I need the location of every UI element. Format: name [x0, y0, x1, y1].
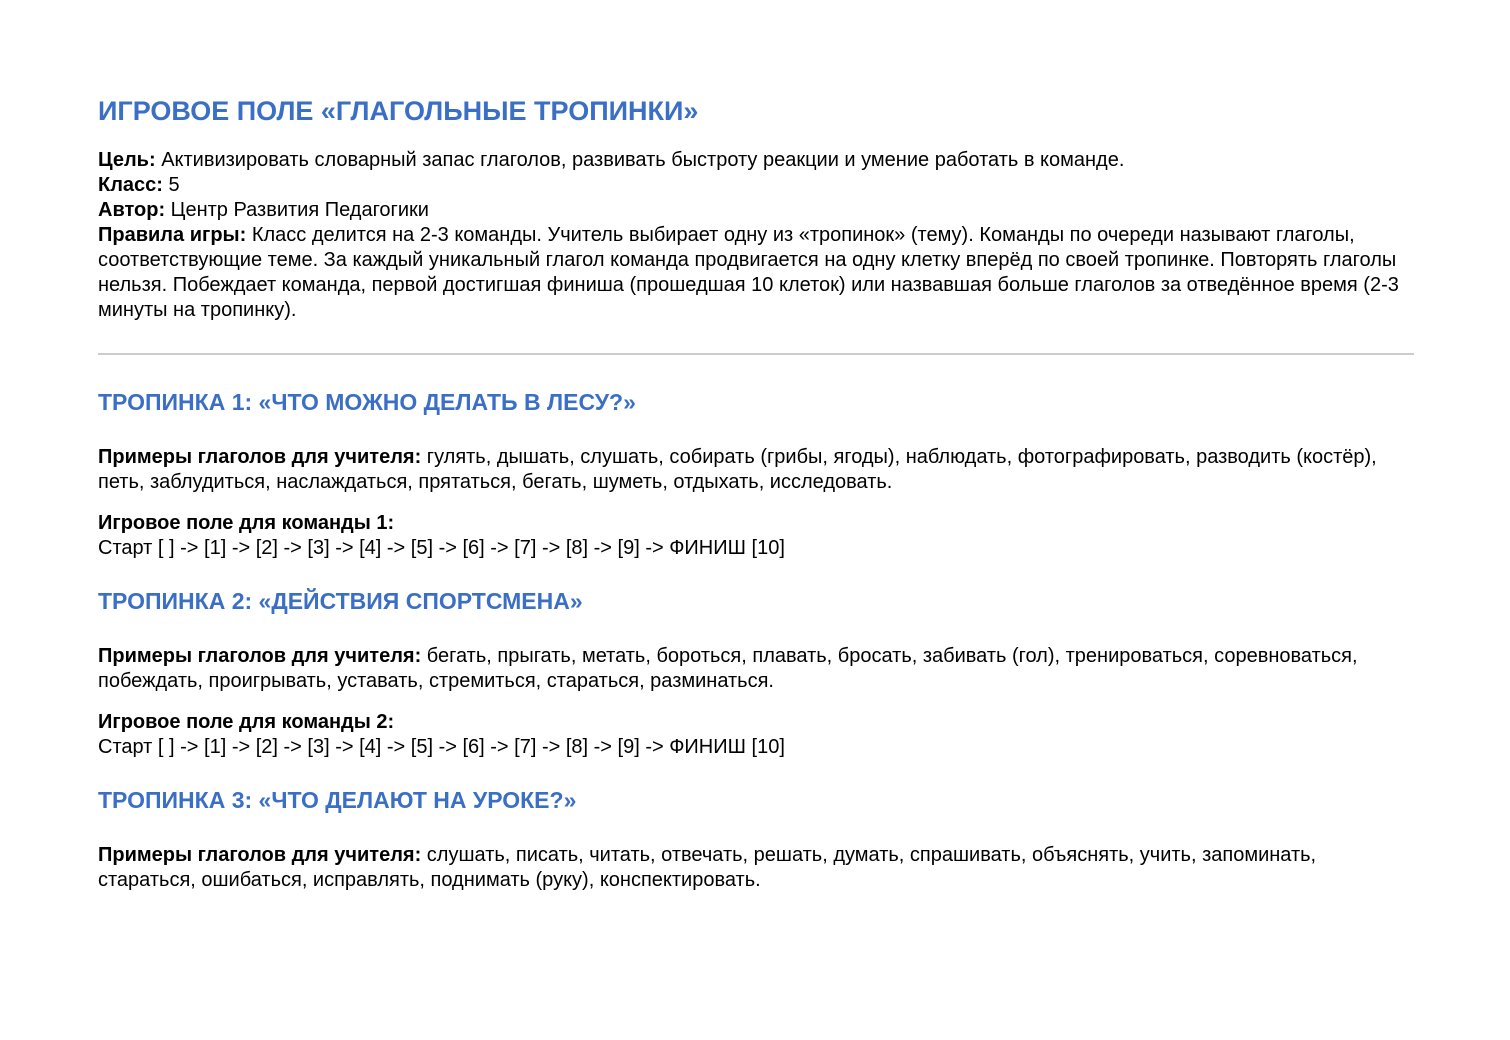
path-3-examples-text: слушать, писать, читать, отвечать, решать, думать, спрашивать, объяснять, учить, запоминать, стараться, ошибаться, исправлять, поднимать (руку), конспектировать.: [98, 844, 1317, 891]
path-3-examples: [98, 843, 1414, 893]
path-3-examples-label: Примеры глаголов для учителя:: [98, 844, 422, 866]
document-title: ИГРОВОЕ ПОЛЕ «ГЛАГОЛЬНЫЕ ТРОПИНКИ»: [98, 96, 699, 126]
path-1-board-label: Игровое поле для команды 1:: [98, 512, 395, 534]
document-meta: [98, 148, 1414, 323]
path-1-examples-text: гулять, дышать, слушать, собирать (грибы, ягоды), наблюдать, фотографировать, разводить (костёр), петь, заблудиться, наслаждаться, прятаться, бегать, шуметь, отдыхать, исследовать.: [98, 446, 1377, 493]
path-2-examples-label: Примеры глаголов для учителя:: [98, 645, 422, 667]
path-2-section: [98, 584, 1414, 760]
path-1-section: [98, 385, 1414, 561]
grade-text: 5: [162, 174, 180, 196]
path-2-board-label: Игровое поле для команды 2:: [98, 711, 395, 733]
grade-label: Класс:: [98, 174, 163, 196]
path-1-board-line: Старт [ ] -> [1] -> [2] -> [3] -> [4] -> [5] -> [6] -> [7] -> [8] -> [9] -> ФИНИШ [10]: [98, 537, 785, 559]
author-line: [98, 198, 1414, 223]
rules-text: Класс делится на 2-3 команды. Учитель выбирает одну из «тропинок» (тему). Команды по очереди называют глаголы, соответствующие теме. За каждый уникальный глагол команда продвигается на одну клетку вперёд по своей тропинке. Повторять глаголы нельзя. Побеждает команда, первой достигшая финиша (прошедшая 10 клеток) или назвавшая больше глаголов за отведённое время (2-3 минуты на тропинку).: [98, 224, 1399, 321]
document-page: [98, 92, 1414, 893]
path-1-title: ТРОПИНКА 1: «ЧТО МОЖНО ДЕЛАТЬ В ЛЕСУ?»: [98, 389, 636, 415]
path-3-title: ТРОПИНКА 3: «ЧТО ДЕЛАЮТ НА УРОКЕ?»: [98, 787, 577, 813]
path-2-examples-text: бегать, прыгать, метать, бороться, плавать, бросать, забивать (гол), тренироваться, соревноваться, побеждать, проигрывать, уставать, стремиться, стараться, разминаться.: [98, 645, 1358, 692]
rules-paragraph: [98, 223, 1414, 323]
rules-label: Правила игры:: [98, 224, 247, 246]
goal-text: Активизировать словарный запас глаголов, развивать быстроту реакции и умение работать в команде.: [155, 149, 1125, 171]
goal-line: [98, 148, 1414, 173]
grade-line: [98, 173, 1414, 198]
author-text: Центр Развития Педагогики: [165, 199, 429, 221]
goal-label: Цель:: [98, 149, 156, 171]
path-2-examples: [98, 644, 1414, 694]
author-label: Автор:: [98, 199, 166, 221]
path-2-title: ТРОПИНКА 2: «ДЕЙСТВИЯ СПОРТСМЕНА»: [98, 588, 583, 614]
section-divider: [98, 353, 1414, 355]
path-2-board-line: Старт [ ] -> [1] -> [2] -> [3] -> [4] -> [5] -> [6] -> [7] -> [8] -> [9] -> ФИНИШ [10]: [98, 736, 785, 758]
path-3-section: [98, 783, 1414, 893]
path-1-examples-label: Примеры глаголов для учителя:: [98, 446, 422, 468]
path-1-examples: [98, 445, 1414, 495]
